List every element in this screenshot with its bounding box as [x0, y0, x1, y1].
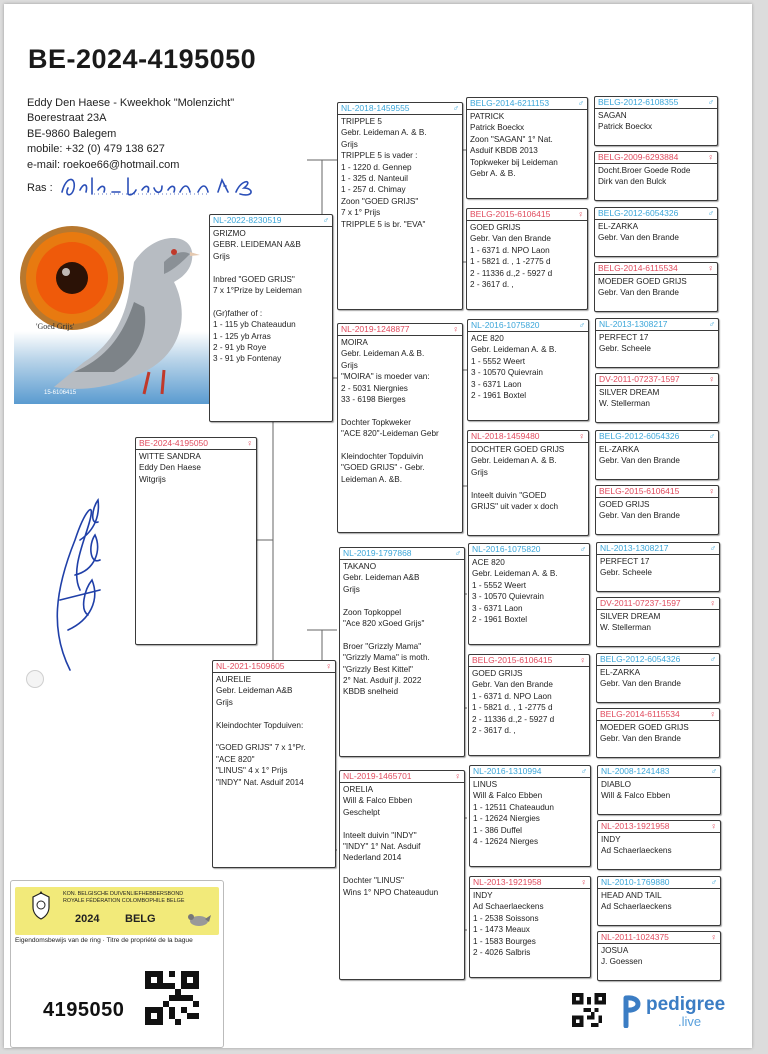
card-line: [343, 629, 461, 640]
pedigree-card-gen5[interactable]: [595, 373, 719, 423]
card-line: "Grizzly Best Kittel": [343, 664, 413, 674]
card-line: EL-ZARKA: [598, 222, 639, 231]
card-line: Kleindochter Topduivin: [341, 452, 424, 462]
pedigree-card-dam-sire[interactable]: [339, 547, 465, 757]
ring-number: NL-2016-1075820 ♂: [468, 320, 588, 332]
card-line: 2° Nat. Asduif jl. 2022: [343, 676, 422, 686]
pedigree-card-gen5[interactable]: [594, 262, 718, 312]
certificate-ring-number: 4195050: [43, 999, 125, 1021]
card-line: "GOED GRIJS" 7 x 1°Pr.: [216, 743, 306, 753]
card-line: Topkweker bij Leideman: [470, 157, 558, 167]
pedigree-card-gen5[interactable]: [597, 931, 721, 981]
card-line: 2 - 1961 Boxtel: [471, 391, 527, 401]
male-icon: ♂: [709, 543, 716, 553]
card-line: Grijs: [216, 697, 233, 707]
card-line: J. Goessen: [601, 957, 643, 967]
card-line: Gebr. Leideman A. & B.: [471, 456, 557, 466]
card-line: Ad Schaerlaeckens: [473, 902, 544, 912]
pedigree-card-sire-dam[interactable]: [337, 323, 463, 533]
card-line: 1 - 1473 Meaux: [473, 925, 530, 935]
card-line: GOED GRIJS: [472, 669, 523, 678]
card-line: Will & Falco Ebben: [343, 796, 413, 806]
female-icon: ♀: [452, 324, 459, 334]
pedigree-card-subject[interactable]: [135, 437, 257, 645]
card-line: 4 - 12624 Nierges: [473, 837, 539, 847]
card-line: "ACE 820"-Leideman Gebr: [341, 429, 439, 439]
card-line: [341, 405, 459, 416]
card-line: ACE 820: [472, 558, 505, 567]
card-line: Broer "Grizzly Mama": [343, 641, 422, 651]
male-icon: ♂: [322, 215, 329, 225]
certificate-band: [15, 887, 219, 935]
ring-number: NL-2013-1921958 ♀: [598, 821, 720, 833]
card-line: EL-ZARKA: [599, 445, 640, 454]
card-line: [213, 296, 329, 307]
card-line: "INDY" Nat. Asduif 2014: [216, 777, 304, 787]
pedigree-card-gen5[interactable]: [596, 542, 720, 592]
ring-number: NL-2018-1459555 ♂: [338, 103, 462, 115]
card-line: Inteelt duivin "GOED: [471, 490, 547, 500]
card-line: Witgrijs: [139, 474, 166, 484]
male-icon: ♂: [709, 654, 716, 664]
ring-number: NL-2016-1310994 ♂: [470, 766, 590, 778]
card-line: TAKANO: [343, 562, 377, 571]
card-line: 33 - 6198 Bierges: [341, 395, 406, 405]
pedigree-card-gen5[interactable]: [596, 708, 720, 758]
female-icon: ♀: [710, 821, 717, 831]
female-icon: ♀: [580, 877, 587, 887]
card-line: PERFECT 17: [600, 557, 650, 566]
female-icon: ♀: [246, 438, 253, 448]
card-line: "LINUS" 4 x 1° Prijs: [216, 766, 288, 776]
card-line: 1 - 325 d. Nanteuil: [341, 174, 408, 184]
federation-crest-icon: [29, 891, 53, 921]
certificate-qr-code: [145, 971, 199, 1025]
card-line: 1 - 5821 d. , 1 -2775 d: [470, 257, 551, 267]
card-line: W. Stellerman: [599, 399, 650, 409]
card-line: 1 - 5821 d. , 1 -2775 d: [472, 703, 553, 713]
brand-name: pedigree: [646, 994, 726, 1015]
card-line: KBDB snelheid: [343, 687, 399, 697]
ring-number: DV-2011-07237-1597 ♀: [596, 374, 718, 386]
ring-number: NL-2011-1024375 ♀: [598, 932, 720, 944]
pedigree-card-gen5[interactable]: [597, 876, 721, 926]
card-line: Gebr. Van den Brande: [470, 234, 551, 244]
card-line: 1 - 257 d. Chimay: [341, 185, 406, 195]
pedigree-card-sds[interactable]: [467, 319, 589, 421]
pedigree-card-gen5[interactable]: [597, 820, 721, 870]
owner-line: BE-9860 Balegem: [27, 127, 117, 140]
card-line: WITTE SANDRA: [139, 452, 201, 461]
female-icon: ♀: [709, 709, 716, 719]
ring-number: NL-2018-1459480 ♀: [468, 431, 588, 443]
card-line: AURELIE: [216, 675, 252, 684]
card-line: 3 - 91 yb Fontenay: [213, 354, 282, 364]
pedigree-card-gen5[interactable]: [595, 485, 719, 535]
card-line: INDY: [473, 891, 493, 900]
pedigree-card-dsd[interactable]: [468, 654, 590, 756]
female-icon: ♀: [709, 598, 716, 608]
card-line: 1 - 6371 d. NPO Laon: [472, 691, 552, 701]
card-line: 3 - 10570 Quievrain: [471, 368, 543, 378]
card-line: 2 - 5031 Niergnies: [341, 383, 408, 393]
pigeon-icon: [185, 909, 211, 929]
card-line: [343, 818, 461, 829]
female-icon: ♀: [579, 655, 586, 665]
ring-number: BELG-2015-6106415 ♀: [467, 209, 587, 221]
owner-line: e-mail: roekoe66@hotmail.com: [27, 158, 180, 171]
male-icon: ♂: [578, 320, 585, 330]
pedigree-card-gen5[interactable]: [594, 151, 718, 201]
card-line: HEAD AND TAIL: [601, 891, 662, 900]
female-icon: ♀: [708, 486, 715, 496]
female-icon: ♀: [577, 209, 584, 219]
ring-number: NL-2010-1769880 ♂: [598, 877, 720, 889]
card-line: Grijs: [213, 251, 230, 261]
card-line: Gebr. Van den Brande: [598, 288, 679, 298]
ring-number: NL-2022-8230519 ♂: [210, 215, 332, 227]
card-line: TRIPPLE 5: [341, 117, 382, 126]
card-line: Gebr. Van den Brande: [598, 233, 679, 243]
male-icon: ♂: [452, 103, 459, 113]
ring-number: NL-2013-1308217 ♂: [596, 319, 718, 331]
photo-tag: 15-6106415: [44, 390, 77, 396]
card-line: 3 - 6371 Laon: [472, 603, 523, 613]
card-line: Zoon "SAGAN" 1° Nat.: [470, 134, 553, 144]
pedigree-logo-icon: [622, 994, 644, 1028]
card-line: 2 - 11336 d.,2 - 5927 d: [472, 714, 555, 724]
card-line: 1 - 386 Duffel: [473, 825, 523, 835]
pedigree-card-gen5[interactable]: [596, 653, 720, 703]
card-line: Will & Falco Ebben: [601, 791, 671, 801]
ring-number: NL-2021-1509605 ♀: [213, 661, 335, 673]
card-line: ACE 820: [471, 334, 504, 343]
card-line: 1 - 12624 Niergies: [473, 814, 540, 824]
pedigree-card-sire[interactable]: [209, 214, 333, 422]
ring-number: BELG-2015-6106415 ♀: [469, 655, 589, 667]
card-line: Eddy Den Haese: [139, 463, 201, 473]
pedigree-card-gen5[interactable]: [596, 597, 720, 647]
card-line: W. Stellerman: [600, 623, 651, 633]
card-line: Zoon "GOED GRIJS": [341, 196, 419, 206]
card-line: [471, 478, 585, 489]
pedigree-card-gen5[interactable]: [595, 318, 719, 368]
card-line: Gebr. Van den Brande: [472, 680, 553, 690]
card-line: GRIZMO: [213, 229, 246, 238]
pedigree-card-dss[interactable]: [468, 543, 590, 645]
male-icon: ♂: [710, 877, 717, 887]
card-line: [213, 262, 329, 273]
pedigree-card-gen5[interactable]: [594, 96, 718, 146]
owner-line: mobile: +32 (0) 479 138 627: [27, 143, 165, 156]
card-line: Zoon Topkoppel: [343, 607, 402, 617]
card-line: Grijs: [341, 360, 358, 370]
card-line: Gebr. Leideman A. & B.: [472, 569, 558, 579]
male-icon: ♂: [579, 544, 586, 554]
card-line: [343, 864, 461, 875]
card-line: Dirk van den Bulck: [598, 177, 667, 187]
ring-number: BELG-2014-6115534 ♀: [597, 709, 719, 721]
pedigree-card-sire-sire[interactable]: [337, 102, 463, 310]
card-line: Gebr. Van den Brande: [600, 679, 681, 689]
card-line: 1 - 2538 Soissons: [473, 913, 539, 923]
card-line: Gebr. Van den Brande: [600, 734, 681, 744]
card-line: Dochter "LINUS": [343, 876, 404, 886]
female-icon: ♀: [708, 374, 715, 384]
card-line: Gebr. Van den Brande: [599, 511, 680, 521]
ring-number: BELG-2015-6106415 ♀: [596, 486, 718, 498]
female-icon: ♀: [707, 152, 714, 162]
card-line: 1 - 6371 d. NPO Laon: [470, 245, 550, 255]
pedigree-card-ddd[interactable]: [469, 876, 591, 978]
card-line: MOEDER GOED GRIJS: [600, 723, 689, 732]
male-icon: ♂: [707, 208, 714, 218]
card-line: "MOIRA" is moeder van:: [341, 372, 430, 382]
card-line: TRIPPLE 5 is br. "EVA": [341, 219, 426, 229]
card-line: Inteelt duivin "INDY": [343, 830, 417, 840]
owner-line: Boerestraat 23A: [27, 112, 107, 125]
card-line: "Ace 820 xGoed Grijs": [343, 619, 425, 629]
card-line: 2 - 1961 Boxtel: [472, 615, 528, 625]
card-line: Patrick Boeckx: [598, 122, 653, 132]
card-line: Nederland 2014: [343, 853, 402, 863]
ring-number: DV-2011-07237-1597 ♀: [597, 598, 719, 610]
card-line: PERFECT 17: [599, 333, 649, 342]
card-line: 3 - 10570 Quievrain: [472, 592, 544, 602]
card-line: 1 - 125 yb Arras: [213, 331, 271, 341]
ring-number: NL-2008-1241483 ♂: [598, 766, 720, 778]
card-line: Wins 1° NPO Chateaudun: [343, 887, 439, 897]
ring-number: BELG-2012-6108355 ♂: [595, 97, 717, 109]
male-icon: ♂: [708, 431, 715, 441]
female-icon: ♀: [710, 932, 717, 942]
card-line: INDY: [601, 835, 621, 844]
male-icon: ♂: [580, 766, 587, 776]
male-icon: ♂: [577, 98, 584, 108]
card-line: "Grizzly Mama" is moth.: [343, 653, 430, 663]
card-line: "GOED GRIJS" - Gebr.: [341, 463, 425, 473]
ring-number: NL-2019-1797868 ♂: [340, 548, 464, 560]
pedigree-card-dds[interactable]: [469, 765, 591, 867]
page-title: BE-2024-4195050: [28, 44, 257, 74]
ring-certificate: [10, 880, 224, 1048]
card-line: 1 - 5552 Weert: [471, 356, 526, 366]
card-line: Ad Schaerlaeckens: [601, 902, 672, 912]
card-line: EL-ZARKA: [600, 668, 641, 677]
pedigree-live-logo[interactable]: [622, 994, 732, 1030]
card-line: GEBR. LEIDEMAN A&B: [213, 240, 301, 250]
card-line: 2 - 11336 d.,2 - 5927 d: [470, 268, 553, 278]
ras-label: Ras :: [27, 182, 53, 194]
ring-number: NL-2013-1921958 ♀: [470, 877, 590, 889]
card-line: Gebr. Leideman A. & B.: [471, 345, 557, 355]
ring-number: BE-2024-4195050 ♀: [136, 438, 256, 450]
card-line: Gebr. Leideman A&B: [343, 573, 420, 583]
card-line: DOCHTER GOED GRIJS: [471, 445, 565, 454]
card-line: PATRICK: [470, 112, 505, 121]
card-line: Leideman A. &B.: [341, 474, 402, 484]
pedigree-card-ssd[interactable]: [466, 208, 588, 310]
certificate-org: KON. BELGISCHE DUIVENLIEFHEBBERSBOND ROYALE FÉDÉRATION COLOMBOPHILE BELGE: [63, 891, 185, 904]
owner-line: Eddy Den Haese - Kweekhok "Molenzicht": [27, 97, 235, 109]
card-line: 1 - 12511 Chateaudun: [473, 802, 554, 812]
male-icon: ♂: [710, 766, 717, 776]
male-icon: ♂: [708, 319, 715, 329]
female-icon: ♀: [707, 263, 714, 273]
card-line: 7 x 1°Prize by Leideman: [213, 286, 302, 296]
card-line: Asduif KBDB 2013: [470, 146, 538, 156]
card-line: Patrick Boeckx: [470, 123, 525, 133]
card-line: 3 - 6371 Laon: [471, 379, 522, 389]
card-line: Docht.Broer Goede Rode: [598, 166, 691, 175]
card-line: Gebr. Leideman A&B: [216, 686, 293, 696]
pedigree-card-dam[interactable]: [212, 660, 336, 868]
card-line: 2 - 4026 Salbris: [473, 948, 531, 958]
card-line: 1 - 1583 Bourges: [473, 936, 536, 946]
ring-number: BELG-2012-6054326 ♂: [595, 208, 717, 220]
pedigree-card-sss[interactable]: [466, 97, 588, 199]
card-line: GRIJS" uit vader x doch: [471, 502, 559, 512]
card-line: SAGAN: [598, 111, 627, 120]
female-icon: ♀: [325, 661, 332, 671]
card-line: MOEDER GOED GRIJS: [598, 277, 687, 286]
card-line: SILVER DREAM: [599, 388, 660, 397]
ring-number: BELG-2014-6115534 ♀: [595, 263, 717, 275]
footer-qr-code[interactable]: [572, 993, 606, 1027]
card-line: 1 - 5552 Weert: [472, 580, 527, 590]
card-line: [343, 595, 461, 606]
male-icon: ♂: [454, 548, 461, 558]
card-line: ORELIA: [343, 785, 374, 794]
pedigree-card-gen5[interactable]: [594, 207, 718, 257]
card-line: JOSUA: [601, 946, 629, 955]
card-line: Kleindochter Topduiven:: [216, 720, 304, 730]
card-line: GOED GRIJS: [470, 223, 521, 232]
card-line: GOED GRIJS: [599, 500, 650, 509]
card-line: Grijs: [471, 467, 488, 477]
card-line: MOIRA: [341, 338, 368, 347]
card-line: 2 - 3617 d. ,: [472, 726, 516, 736]
card-line: Ad Schaerlaeckens: [601, 846, 672, 856]
card-line: 7 x 1° Prijs: [341, 208, 381, 218]
card-line: Gebr A. & B.: [470, 169, 516, 179]
pedigree-card-gen5[interactable]: [597, 765, 721, 815]
card-line: "ACE 820": [216, 754, 255, 764]
female-icon: ♀: [454, 771, 461, 781]
card-line: [216, 708, 332, 719]
ring-number: NL-2019-1248877 ♀: [338, 324, 462, 336]
certificate-country: BELG: [125, 913, 156, 925]
card-line: "INDY" 1° Nat. Asduif: [343, 842, 421, 852]
card-line: Gebr. Van den Brande: [599, 456, 680, 466]
pedigree-card-sdd[interactable]: [467, 430, 589, 536]
card-line: Gebr. Scheele: [600, 568, 652, 578]
card-line: Geschelpt: [343, 807, 380, 817]
male-icon: ♂: [707, 97, 714, 107]
card-line: TRIPPLE 5 is vader :: [341, 151, 418, 161]
pedigree-card-dam-dam[interactable]: [339, 770, 465, 980]
card-line: Dochter Topkweker: [341, 417, 411, 427]
card-line: 2 - 91 yb Roye: [213, 343, 267, 353]
card-line: LINUS: [473, 780, 498, 789]
card-line: Inbred "GOED GRIJS": [213, 274, 295, 284]
certificate-subtitle: Eigendomsbewijs van de ring · Titre de propriété de la bague: [15, 937, 193, 944]
pedigree-card-gen5[interactable]: [595, 430, 719, 480]
card-line: DIABLO: [601, 780, 632, 789]
certificate-year: 2024: [75, 913, 100, 925]
ring-number: NL-2019-1465701 ♀: [340, 771, 464, 783]
ring-number: NL-2016-1075820 ♂: [469, 544, 589, 556]
ring-number: BELG-2012-6054326 ♂: [596, 431, 718, 443]
card-line: 2 - 3617 d. ,: [470, 280, 514, 290]
card-line: [341, 440, 459, 451]
card-line: Grijs: [343, 584, 360, 594]
female-icon: ♀: [578, 431, 585, 441]
photo-caption: 'Goed Grijs': [36, 322, 75, 331]
card-line: Gebr. Scheele: [599, 344, 651, 354]
card-line: Will & Falco Ebben: [473, 791, 543, 801]
card-line: 1 - 1220 d. Gennep: [341, 162, 412, 172]
card-line: Gebr. Leideman A. & B.: [341, 128, 427, 138]
card-line: 1 - 115 yb Chateaudun: [213, 320, 296, 330]
ring-number: BELG-2014-6211153 ♂: [467, 98, 587, 110]
card-line: Gebr. Leideman A.& B.: [341, 349, 425, 359]
ring-number: BELG-2009-6293884 ♀: [595, 152, 717, 164]
card-line: (Gr)father of :: [213, 308, 263, 318]
brand-tld: .live: [678, 1014, 702, 1029]
ring-number: NL-2013-1308217 ♂: [597, 543, 719, 555]
card-line: Grijs: [341, 139, 358, 149]
card-line: [216, 731, 332, 742]
ring-number: BELG-2012-6054326 ♂: [597, 654, 719, 666]
card-line: SILVER DREAM: [600, 612, 661, 621]
